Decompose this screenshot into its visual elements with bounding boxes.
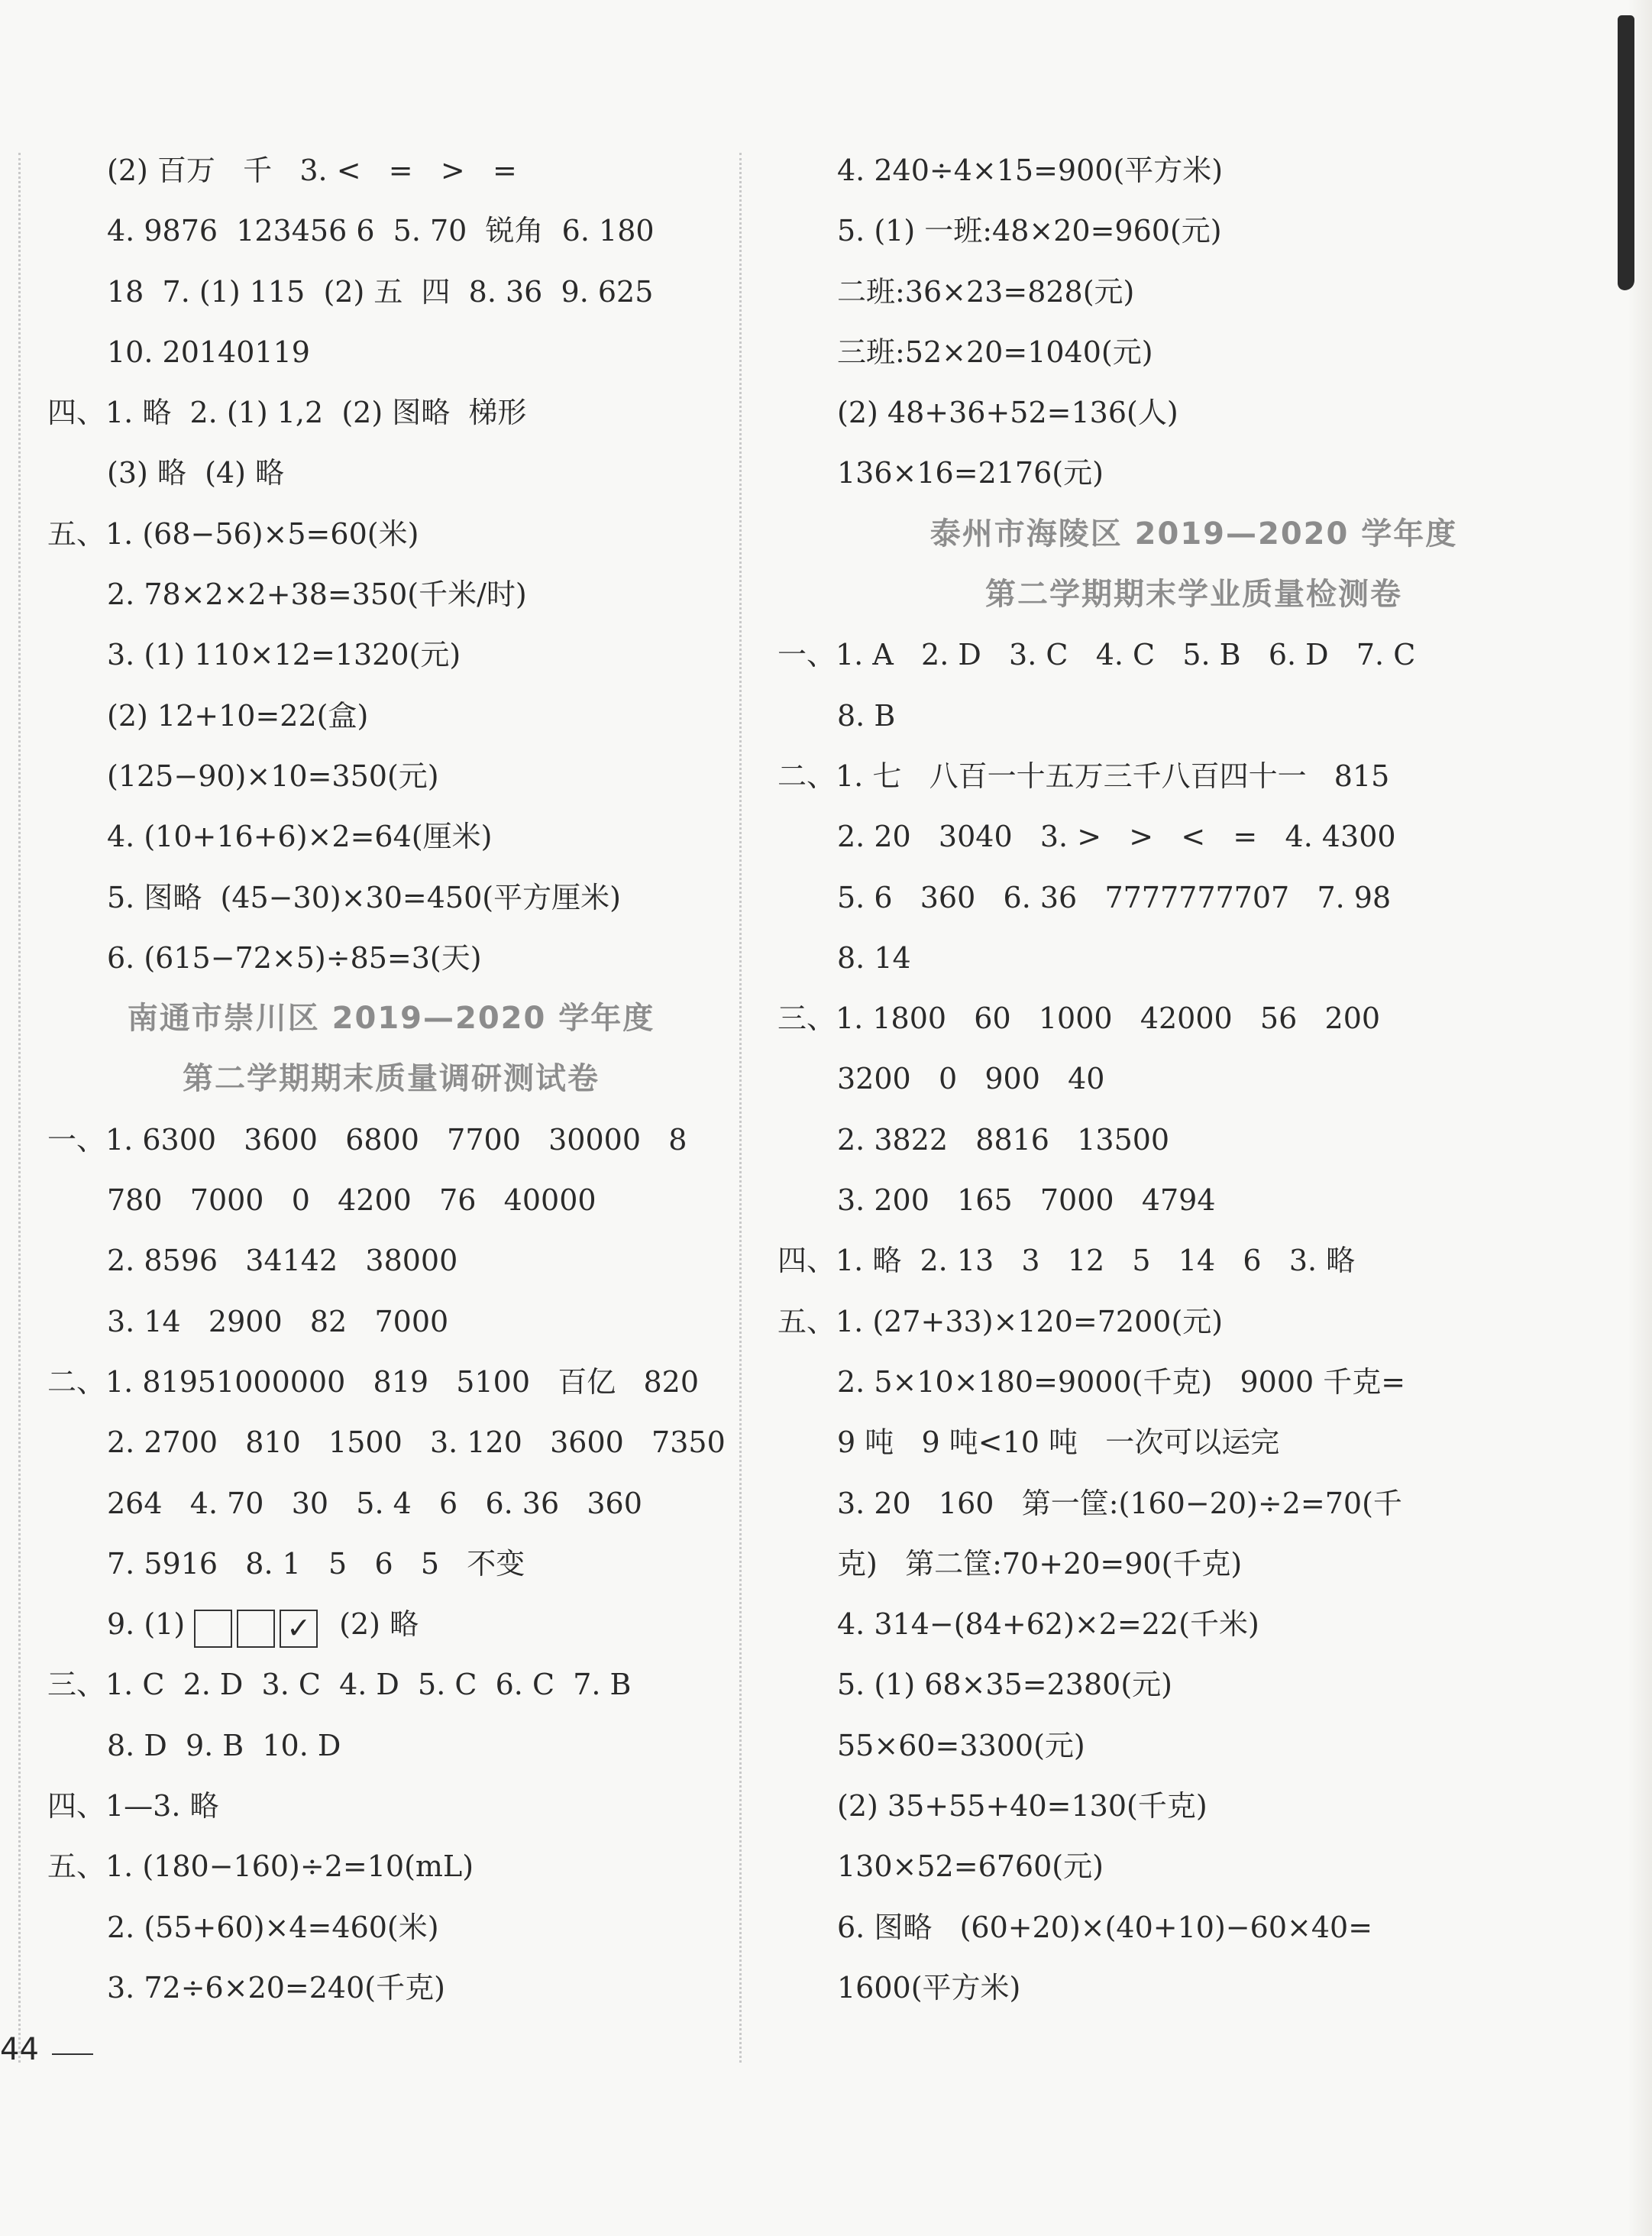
answer-line — [778, 1776, 1610, 1836]
answer-text: 9 吨 9 吨<10 吨 一次可以运完 — [837, 1425, 1280, 1460]
answer-line — [47, 1110, 735, 1170]
answer-line — [47, 383, 735, 443]
answer-text: 四、1. 略 2. (1) 1,2 (2) 图略 梯形 — [47, 396, 527, 430]
answer-line — [47, 1776, 735, 1836]
answer-text: 第二学期期末质量调研测试卷 — [183, 1061, 600, 1097]
answer-line — [778, 201, 1610, 261]
answer-line — [778, 262, 1610, 322]
answer-line — [47, 1352, 735, 1412]
answer-text: (2) 35+55+40=130(千克) — [837, 1789, 1207, 1823]
answer-text: 2. 3822 8816 13500 — [837, 1122, 1170, 1157]
answer-text: 3. 200 165 7000 4794 — [837, 1183, 1216, 1218]
answer-text: 4. (10+16+6)×2=64(厘米) — [107, 820, 493, 854]
left-margin-rule — [18, 153, 21, 2063]
answer-line — [47, 1594, 735, 1655]
answer-text: 55×60=3300(元) — [837, 1728, 1085, 1762]
answer-text: 1600(平方米) — [837, 1970, 1021, 2005]
answer-text: 2. (55+60)×4=460(米) — [107, 1910, 439, 1944]
answer-text: 5. (1) 68×35=2380(元) — [837, 1668, 1172, 1702]
answer-line — [778, 1898, 1610, 1958]
answer-text: 4. 240÷4×15=900(平方米) — [837, 154, 1224, 187]
page-number: 44 — [0, 2032, 39, 2067]
answer-text: 三班:52×20=1040(元) — [837, 335, 1153, 369]
answer-text: 8. D 9. B 10. D — [107, 1728, 341, 1762]
answer-line — [47, 1412, 735, 1473]
answer-text: 3. 72÷6×20=240(千克) — [107, 1970, 445, 2005]
checkbox: ✓ — [280, 1610, 318, 1648]
answer-line — [778, 1594, 1610, 1655]
answer-text: 五、1. (68−56)×5=60(米) — [47, 516, 419, 551]
checkbox — [194, 1610, 232, 1648]
answer-line — [778, 1170, 1610, 1231]
answer-line — [47, 1958, 735, 2018]
answer-line — [778, 807, 1610, 867]
answer-line — [47, 504, 735, 565]
answer-text: 克) 第二筐:70+20=90(千克) — [837, 1546, 1243, 1581]
answer-text: 136×16=2176(元) — [837, 456, 1104, 490]
answer-text: 18 7. (1) 115 (2) 五 四 8. 36 9. 625 — [107, 274, 654, 309]
answer-line — [778, 383, 1610, 443]
answer-text: 南通市崇川区 2019—2020 学年度 — [127, 1001, 655, 1037]
answer-line — [47, 1170, 735, 1231]
column-divider — [739, 153, 742, 2063]
answer-text: 8. B — [837, 698, 896, 733]
answer-line — [778, 686, 1610, 746]
answer-line — [47, 746, 735, 807]
answer-text: 第二学期期末学业质量检测卷 — [985, 577, 1402, 613]
answer-text: 泰州市海陵区 2019—2020 学年度 — [929, 516, 1458, 552]
section-title — [47, 1049, 735, 1109]
answer-text: 2. 78×2×2+38=350(千米/时) — [107, 578, 527, 612]
answer-text: 3. 20 160 第一筐:(160−20)÷2=70(千 — [837, 1486, 1402, 1520]
answer-text: 2. 20 3040 3. > > < = 4. 4300 — [837, 820, 1396, 854]
answer-line — [47, 141, 735, 201]
answer-line — [47, 1534, 735, 1594]
answer-line — [778, 1352, 1610, 1412]
answer-text: (2) 48+36+52=136(人) — [837, 396, 1178, 430]
answer-line — [778, 1716, 1610, 1776]
binding-mark — [1618, 15, 1634, 290]
answer-text: (125−90)×10=350(元) — [107, 759, 439, 793]
answer-text: 6. 图略 (60+20)×(40+10)−60×40= — [837, 1910, 1373, 1944]
answer-checkboxes — [194, 1597, 322, 1657]
answer-line — [47, 1836, 735, 1897]
answer-line — [47, 928, 735, 989]
answer-text-after: (2) 略 — [339, 1607, 419, 1642]
answer-text: 一、1. 6300 3600 6800 7700 30000 8 — [47, 1122, 687, 1157]
answer-line — [47, 322, 735, 383]
answer-text: 6. (615−72×5)÷85=3(天) — [107, 940, 482, 975]
checkbox — [237, 1610, 275, 1648]
answer-text: 3200 0 900 40 — [837, 1062, 1105, 1096]
answer-line — [47, 1655, 735, 1715]
left-answer-column — [47, 141, 735, 2018]
answer-line — [47, 262, 735, 322]
answer-line — [778, 1474, 1610, 1534]
answer-line — [778, 1958, 1610, 2018]
answer-text: 三、1. C 2. D 3. C 4. D 5. C 6. C 7. B — [47, 1668, 632, 1702]
answer-line — [778, 1110, 1610, 1170]
answer-line — [778, 989, 1610, 1049]
answer-line — [47, 565, 735, 625]
answer-line — [778, 746, 1610, 807]
page-number-rule — [52, 2053, 93, 2055]
answer-line — [778, 1836, 1610, 1897]
answer-line — [778, 322, 1610, 383]
answer-line — [47, 686, 735, 746]
answer-text: 2. 2700 810 1500 3. 120 3600 7350 — [107, 1425, 726, 1460]
answer-text: 四、1—3. 略 — [47, 1789, 219, 1823]
answer-line — [778, 1655, 1610, 1715]
answer-text: 5. 6 360 6. 36 7777777707 7. 98 — [837, 880, 1392, 914]
answer-text: 三、1. 1800 60 1000 42000 56 200 — [778, 1002, 1381, 1036]
section-title — [778, 504, 1610, 565]
answer-text: 264 4. 70 30 5. 4 6 6. 36 360 — [107, 1486, 642, 1520]
answer-text: 5. (1) 一班:48×20=960(元) — [837, 214, 1222, 248]
answer-line — [778, 928, 1610, 989]
answer-text: 二班:36×23=828(元) — [837, 274, 1135, 309]
answer-line — [47, 1474, 735, 1534]
answer-line — [778, 1412, 1610, 1473]
answer-text: 780 7000 0 4200 76 40000 — [107, 1183, 596, 1218]
answer-text: (3) 略 (4) 略 — [107, 456, 284, 490]
answer-line — [47, 201, 735, 261]
answer-text: 3. 14 2900 82 7000 — [107, 1304, 449, 1338]
answer-text: 7. 5916 8. 1 5 6 5 不变 — [107, 1546, 525, 1581]
answer-line — [47, 807, 735, 867]
answer-text: 4. 314−(84+62)×2=22(千米) — [837, 1607, 1259, 1642]
answer-text: 二、1. 七 八百一十五万三千八百四十一 815 — [778, 759, 1390, 793]
answer-line — [778, 868, 1610, 928]
right-answer-column — [778, 141, 1610, 2018]
answer-text: (2) 百万 千 3. < = > = — [107, 154, 517, 187]
answer-line — [47, 625, 735, 685]
answer-text: 4. 9876 123456 6 5. 70 锐角 6. 180 — [107, 214, 655, 248]
answer-line — [47, 868, 735, 928]
answer-line — [47, 443, 735, 503]
answer-line — [778, 141, 1610, 201]
answer-text: 130×52=6760(元) — [837, 1849, 1104, 1884]
answer-text: 9. (1) — [107, 1607, 186, 1642]
answer-text: 五、1. (180−160)÷2=10(mL) — [47, 1849, 474, 1884]
section-title — [47, 989, 735, 1049]
answer-text: 2. 5×10×180=9000(千克) 9000 千克= — [837, 1364, 1406, 1399]
answer-line — [47, 1716, 735, 1776]
answer-line — [47, 1292, 735, 1352]
answer-text: (2) 12+10=22(盒) — [107, 698, 369, 733]
answer-text: 五、1. (27+33)×120=7200(元) — [778, 1304, 1224, 1338]
answer-line — [47, 1231, 735, 1291]
section-title — [778, 565, 1610, 625]
answer-text: 10. 20140119 — [107, 335, 310, 369]
answer-text: 一、1. A 2. D 3. C 4. C 5. B 6. D 7. C — [778, 638, 1416, 672]
answer-line — [778, 1231, 1610, 1291]
answer-text: 二、1. 81951000000 819 5100 百亿 820 — [47, 1364, 699, 1399]
answer-line — [778, 443, 1610, 503]
answer-line — [778, 1534, 1610, 1594]
answer-line — [778, 625, 1610, 685]
answer-line — [778, 1292, 1610, 1352]
answer-text: 2. 8596 34142 38000 — [107, 1244, 458, 1278]
answer-text: 8. 14 — [837, 940, 911, 975]
page-edge-shadow — [1628, 0, 1652, 2236]
answer-line — [778, 1049, 1610, 1109]
answer-text: 四、1. 略 2. 13 3 12 5 14 6 3. 略 — [778, 1244, 1356, 1278]
answer-line — [47, 1898, 735, 1958]
answer-text: 5. 图略 (45−30)×30=450(平方厘米) — [107, 880, 621, 914]
answer-text: 3. (1) 110×12=1320(元) — [107, 638, 461, 672]
